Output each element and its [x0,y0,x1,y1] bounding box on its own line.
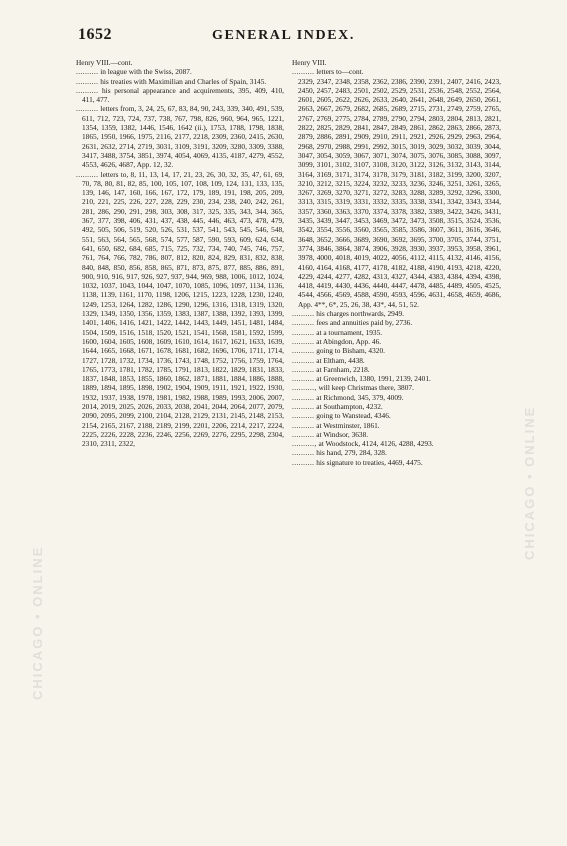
entry-text: letters to, 8, 11, 13, 14, 17, 21, 23, 26, 30, 32, 35, 47, 61, 69, 70, 78, 80, 81, 82, 85, 100, 105, 107, 108, 109, 124, 131, 133, 135, 139, 146, 147, 160, 166, 167, 172, 179, 189, 191, 198, 205, 209, 210, 221, 225, 226, 227, 228, 229, 230, 234, 238, 240, 242, 261, 281, 286, 290, 291, 298, 303, 308, 317, 325, 335, 343, 344, 365, 367, 377, 398, 406, 431, 437, 438, 445, 446, 463, 473, 478, 479, 492, 505, 506, 519, 520, 526, 531, 537, 541, 543, 545, 546, 548, 551, 563, 564, 565, 568, 574, 577, 587, 590, 593, 609, 624, 634, 641, 650, 682, 684, 685, 715, 725, 732, 734, 740, 745, 746, 757, 761, 764, 766, 782, 786, 807, 812, 820, 824, 829, 831, 832, 838, 840, 848, 850, 856, 858, 865, 871, 873, 875, 877, 885, 886, 891, 900, 910, 916, 917, 926, 927, 937, 944, 969, 988, 1006, 1012, 1024, 1032, 1037, 1043, 1044, 1047, 1070, 1085, 1096, 1097, 1134, 1136, 1138, 1139, 1161, 1170, 1198, 1206, 1215, 1223, 1228, 1230, 1240, 1249, 1253, 1264, 1282, 1286, 1290, 1296, 1316, 1318, 1319, 1320, 1329, 1349, 1350, 1356, 1359, 1383, 1387, 1388, 1392, 1393, 1399, 1401, 1406, 1416, 1421, 1422, 1442, 1443, 1449, 1451, 1481, 1484, 1504, 1509, 1516, 1518, 1520, 1521, 1541, 1568, 1581, 1592, 1599, 1600, 1604, 1605, 1608, 1609, 1610, 1614, 1617, 1621, 1633, 1639, 1644, 1665, 1668, 1671, 1678, 1681, 1682, 1696, 1706, 1711, 1714, 1727, 1728, 1732, 1734, 1736, 1743, 1748, 1752, 1756, 1759, 1764, 1765, 1773, 1781, 1782, 1785, 1791, 1813, 1822, 1829, 1831, 1833, 1837, 1848, 1853, 1855, 1860, 1862, 1871, 1881, 1884, 1886, 1888, 1889, 1894, 1895, 1898, 1902, 1904, 1909, 1911, 1921, 1922, 1930, 1932, 1937, 1938, 1978, 1981, 1982, 1988, 1989, 1993, 2006, 2007, 2014, 2019, 2025, 2026, 2033, 2038, 2041, 2044, 2064, 2077, 2079, 2090, 2095, 2099, 2100, 2104, 2128, 2129, 2131, 2145, 2148, 2153, 2154, 2165, 2167, 2188, 2189, 2199, 2201, 2206, 2214, 2217, 2224, 2225, 2226, 2228, 2236, 2246, 2256, 2269, 2276, 2295, 2298, 2304, 2310, 2311, 2322, [82,169,284,449]
leader-dots: .......... [292,364,315,374]
entry-text: at Windsor, 3638. [316,429,369,439]
leader-dots: .......... [76,76,99,86]
entry-text: at Greenwich, 1380, 1991, 2139, 2401. [316,374,431,384]
entry-text: will keep Christmas there, 3807. [318,383,414,393]
entry-text: 2329, 2347, 2348, 2358, 2362, 2386, 2390, 2391, 2407, 2416, 2423, 2450, 2457, 2483, 2501, 2502, 2529, 2531, 2536, 2548, 2552, 2564, 2601, 2605, 2622, 2626, 2633, 2640, 2641, 2648, 2649, 2650, 2661, 2663, 2667, 2679, 2682, 2685, 2689, 2715, 2731, 2749, 2759, 2765, 2767, 2769, 2775, 2784, 2789, 2790, 2794, 2803, 2804, 2813, 2821, 2822, 2825, 2829, 2841, 2847, 2849, 2861, 2862, 2863, 2866, 2873, 2879, 2886, 2891, 2909, 2910, 2911, 2921, 2926, 2929, 2963, 2964, 2968, 2970, 2988, 2991, 2992, 3015, 3019, 3029, 3032, 3039, 3044, 3047, 3054, 3059, 3067, 3071, 3074, 3075, 3076, 3085, 3088, 3097, 3099, 3101, 3102, 3107, 3108, 3120, 3122, 3126, 3132, 3143, 3144, 3164, 3169, 3171, 3174, 3178, 3179, 3181, 3182, 3199, 3200, 3207, 3210, 3212, 3215, 3224, 3232, 3233, 3236, 3246, 3251, 3261, 3265, 3267, 3269, 3270, 3271, 3272, 3283, 3288, 3289, 3292, 3296, 3300, 3313, 3315, 3319, 3331, 3332, 3335, 3338, 3341, 3342, 3343, 3344, 3357, 3360, 3363, 3370, 3374, 3378, 3382, 3389, 3422, 3426, 3431, 3435, 3439, 3447, 3453, 3469, 3472, 3473, 3508, 3515, 3524, 3536, 3542, 3554, 3556, 3560, 3565, 3585, 3586, 3607, 3611, 3616, 3646, 3648, 3652, 3666, 3689, 3690, 3692, 3695, 3700, 3705, 3744, 3751, 3774, 3846, 3864, 3874, 3906, 3928, 3930, 3937, 3953, 3958, 3961, 3978, 4000, 4018, 4019, 4022, 4056, 4112, 4115, 4132, 4146, 4156, 4160, 4164, 4168, 4177, 4178, 4182, 4188, 4190, 4193, 4218, 4220, 4229, 4244, 4277, 4282, 4313, 4327, 4344, 4383, 4384, 4394, 4398, 4418, 4419, 4430, 4436, 4440, 4447, 4478, 4485, 4489, 4505, 4525, 4544, 4566, 4569, 4588, 4590, 4593, 4596, 4631, 4658, 4659, 4686, App. 4**, 6*, 25, 26, 38, 43*, 44, 51, 52. [298,76,501,309]
index-entry [292,448,501,457]
index-entry [292,393,501,402]
leader-dots: .......... [292,374,315,384]
leader-dots: .......... [292,309,315,319]
index-entry [292,430,501,439]
index-entry [292,356,501,365]
index-entry [292,374,501,383]
leader-dots: .......... [76,67,99,77]
entry-list [292,67,501,467]
index-entry [76,77,284,86]
index-entry [292,458,501,467]
leader-dots: .......... [292,336,315,346]
index-entry [292,309,501,318]
leader-dots: .......... [292,346,315,356]
column-heading: Henry VIII.—cont. [76,58,133,67]
index-entry [292,411,501,420]
index-entry [292,383,501,392]
index-entry [292,421,501,430]
leader-dots: .......... [292,318,315,328]
entry-text: fees and annuities paid by, 2736. [316,318,413,328]
entry-text: his personal appearance and acquirements, 395, 409, 410, 411, 477. [82,85,284,105]
index-entry [292,328,501,337]
entry-text: his hand, 279, 284, 328. [316,448,387,458]
index-entry [292,346,501,355]
entry-text: at Eltham, 4438. [316,355,365,365]
entry-list [76,67,284,448]
leader-dots: .......... [292,327,315,337]
entry-text: at Westminster, 1861. [316,420,380,430]
entry-text: at Southampton, 4232. [316,401,383,411]
leader-dots: .......... [292,411,315,421]
leader-dots: .......... [292,457,315,467]
left-column [76,58,284,448]
leader-dots: .......... [76,104,99,114]
index-entry [292,67,501,76]
running-title: GENERAL INDEX. [212,28,355,43]
leader-dots: .......... [292,420,315,430]
entry-text: his treaties with Maximilian and Charles of Spain, 3145. [100,76,267,86]
index-entry [76,86,284,105]
watermark-right: CHICAGO • ONLINE [522,405,537,560]
leader-dots: .......... [292,355,315,365]
index-entry [292,318,501,327]
entry-text: his charges northwards, 2949. [316,309,404,319]
watermark-left: CHICAGO • ONLINE [30,545,45,700]
leader-dots: .......... [76,169,99,179]
leader-dots: .........., [292,439,317,449]
index-entry [76,104,284,169]
entry-text: in league with the Swiss, 2087. [100,67,192,77]
index-entry [292,439,501,448]
leader-dots: .......... [292,448,315,458]
entry-text: at Woodstock, 4124, 4126, 4288, 4293. [318,439,434,449]
index-entry [292,337,501,346]
right-column [292,58,501,467]
entry-text: his signature to treaties, 4469, 4475. [316,457,423,467]
index-entry [292,77,501,309]
entry-text: at Farnham, 2218. [316,364,370,374]
leader-dots: .......... [292,67,315,77]
index-entry [292,402,501,411]
column-heading: Henry VIII. [292,58,327,67]
entry-text: at Abingdon, App. 46. [316,336,382,346]
page-number: 1652 [78,26,112,43]
leader-dots: .......... [76,85,99,95]
leader-dots: .........., [292,383,317,393]
entry-text: going to Wanstead, 4346. [316,411,391,421]
index-entry [76,170,284,449]
entry-text: going to Bisham, 4320. [316,346,385,356]
index-entry [76,67,284,76]
entry-text: letters from, 3, 24, 25, 67, 83, 84, 90, 243, 339, 340, 491, 539, 611, 712, 723, 724, 737, 738, 767, 798, 826, 960, 964, 965, 1221, 1354, 1359, 1382, 1446, 1546, 1642 (ii.), 1753, 1788, 1798, 1838, 1865, 1950, 1966, 1975, 2116, 2177, 2218, 2309, 2360, 2415, 2630, 2631, 2632, 2714, 2719, 3031, 3109, 3191, 3209, 3280, 3309, 3388, 3417, 3488, 3754, 3851, 3974, 4054, 4069, 4135, 4187, 4279, 4552, 4553, 4626, 4687, App. 12, 32. [82,104,285,170]
leader-dots: .......... [292,392,315,402]
index-entry [292,365,501,374]
entry-text: letters to—cont. [316,67,364,77]
entry-text: at Richmond, 345, 379, 4009. [316,392,404,402]
leader-dots: .......... [292,401,315,411]
entry-text: at a tournament, 1935. [316,327,383,337]
leader-dots: .......... [292,429,315,439]
